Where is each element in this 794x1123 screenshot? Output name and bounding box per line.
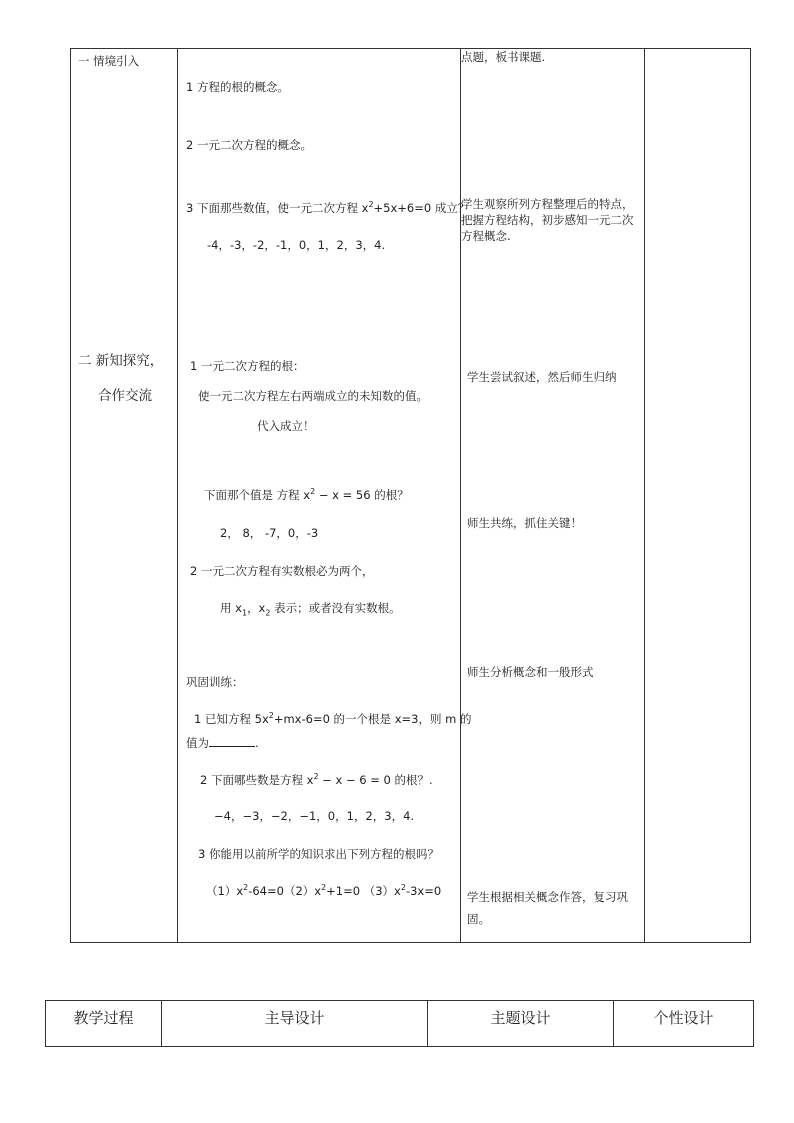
section-1-label: 一 情境引入	[78, 54, 140, 68]
section-2-label-line2: 合作交流	[98, 388, 152, 404]
col3-note-5: 师生分析概念和一般形式	[467, 665, 594, 679]
practice-1-line1	[194, 711, 472, 727]
header-personal-design: 个性设计	[653, 1009, 714, 1027]
root-definition: 使一元二次方程左右两端成立的未知数的值。	[198, 389, 428, 403]
two-roots-a: 用 x	[220, 601, 242, 615]
section-2-label: 二 新知探究，	[78, 353, 164, 369]
root-question-b: − x = 56 的根？	[315, 488, 409, 502]
table1-col-border-1	[177, 48, 178, 943]
two-roots-line1: 2 一元二次方程有实数根必为两个，	[190, 564, 374, 578]
two-roots-b: ，x	[247, 601, 266, 615]
eq-c: +1=0 （3）x	[326, 884, 401, 898]
practice-3: 3 你能用以前所学的知识求出下列方程的根吗？	[198, 847, 439, 861]
item-3-exp: 2	[368, 200, 374, 210]
root-question-exp: 2	[310, 487, 316, 497]
eq-b: -64=0（2）x	[248, 884, 322, 898]
two-roots-c: 表示；或者没有实数根。	[270, 601, 401, 615]
practice-2	[200, 772, 433, 788]
practice-1-b: +mx-6=0 的一个根是 x=3，则 m 的	[273, 712, 472, 726]
header-theme-design: 主题设计	[490, 1009, 551, 1027]
eq-exp3: 2	[400, 883, 406, 893]
practice-2-values: −4，−3，−2，−1，0，1，2，3，4.	[214, 809, 415, 823]
col3-note-3: 学生尝试叙述，然后师生归纳	[467, 370, 617, 384]
practice-heading: 巩固训练：	[186, 675, 244, 689]
eq-exp1: 2	[243, 883, 249, 893]
practice-1-d: .	[255, 736, 259, 750]
root-question-a: 下面那个值是 方程 x	[204, 488, 311, 502]
eq-exp2: 2	[321, 883, 327, 893]
table1-col-border-2	[460, 48, 461, 943]
root-question	[204, 487, 409, 503]
table1-bottom-border	[70, 942, 751, 943]
header-teaching-process: 教学过程	[73, 1009, 134, 1027]
table1-top-border	[70, 48, 751, 49]
item-3-question	[186, 200, 469, 216]
table2-bottom-border	[45, 1046, 754, 1047]
two-roots-sub2: 2	[265, 608, 271, 618]
practice-1-c: 值为	[186, 736, 209, 750]
table2-top-border	[45, 1000, 754, 1001]
item-root-concept: 1 方程的根的概念。	[186, 80, 289, 94]
col3-note-4: 师生共练，抓住关键！	[467, 516, 582, 530]
practice-1-exp: 2	[268, 711, 274, 721]
item-3-text-b: +5x+6=0 成立？	[373, 201, 470, 215]
practice-1-line2	[186, 735, 259, 751]
practice-2-exp: 2	[313, 772, 319, 782]
practice-2-b: − x − 6 = 0 的根？.	[318, 773, 433, 787]
root-note: 代入成立！	[257, 419, 315, 433]
root-title: 1 一元二次方程的根：	[190, 359, 305, 373]
answer-blank[interactable]	[209, 735, 255, 747]
col3-note-1: 点题，板书课题.	[461, 50, 546, 64]
root-question-values: 2， 8， -7，0，-3	[220, 526, 319, 540]
item-quadratic-concept: 2 一元二次方程的概念。	[186, 138, 312, 152]
header-main-design: 主导设计	[264, 1009, 325, 1027]
item-3-values: -4，-3，-2，-1，0，1，2，3，4.	[207, 238, 386, 252]
table1-col-border-0	[70, 48, 71, 943]
table1-col-border-3	[644, 48, 645, 943]
table2-col-border-4	[753, 1000, 754, 1047]
two-roots-sub1: 1	[241, 608, 248, 618]
practice-2-a: 2 下面哪些数是方程 x	[200, 773, 314, 787]
item-3-text-a: 3 下面那些数值，使一元二次方程 x	[186, 201, 369, 215]
two-roots-line2	[220, 600, 401, 616]
eq-a: （1）x	[206, 884, 244, 898]
practice-1-a: 1 已知方程 5x	[194, 712, 269, 726]
eq-d: -3x=0	[405, 884, 442, 898]
practice-3-equations	[206, 883, 441, 899]
col3-note-6: 学生根据相关概念作答，复习巩固。	[467, 890, 628, 926]
col3-note-2: 学生观察所列方程整理后的特点，把握方程结构，初步感知一元二次方程概念.	[461, 197, 634, 243]
table1-col-border-4	[750, 48, 751, 943]
